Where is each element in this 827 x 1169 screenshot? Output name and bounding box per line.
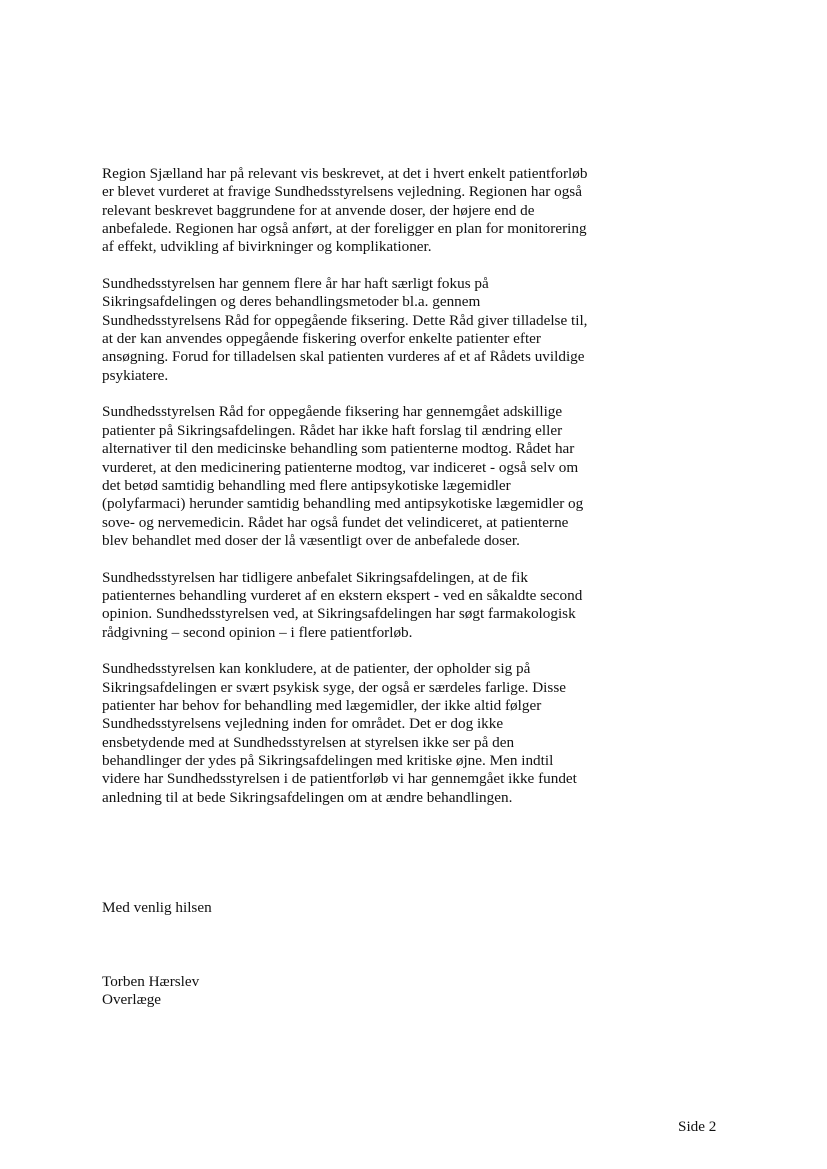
text-line: Sundhedsstyrelsen kan konkludere, at de patienter, der opholder sig på [102, 660, 531, 678]
page-number: Side 2 [678, 1118, 717, 1135]
text-line: er blevet vurderet at fravige Sundhedsstyrelsens vejledning. Regionen har også [102, 183, 582, 201]
text-line: Sikringsafdelingen er svært psykisk syge, der også er særdeles farlige. Disse [102, 678, 566, 696]
text-line: blev behandlet med doser der lå væsentligt over de anbefalede doser. [102, 531, 520, 549]
text-line: af effekt, udvikling af bivirkninger og komplikationer. [102, 238, 432, 256]
text-line: Region Sjælland har på relevant vis beskrevet, at det i hvert enkelt patientforløb [102, 165, 588, 182]
paragraph-2 [102, 275, 662, 385]
text-line: Sundhedsstyrelsen Råd for oppegående fiksering har gennemgået adskillige [102, 403, 563, 421]
text-line: opinion. Sundhedsstyrelsen ved, at Sikringsafdelingen har søgt farmakologisk [102, 605, 576, 623]
text-line: alternativer til den medicinske behandling som patienterne modtog. Rådet har [102, 440, 575, 458]
text-line: Sikringsafdelingen og deres behandlingsmetoder bl.a. gennem [102, 293, 481, 311]
paragraph-3 [102, 403, 662, 550]
text-line: psykiatere. [102, 366, 169, 384]
text-line: anbefalede. Regionen har også anført, at der foreligger en plan for monitorering [102, 220, 587, 238]
text-line: patienter på Sikringsafdelingen. Rådet har ikke haft forslag til ændring eller [102, 421, 563, 439]
text-line: vurderet, at den medicinering patienterne modtog, var indiceret - også selv om [102, 458, 579, 476]
text-line: videre har Sundhedsstyrelsen i de patientforløb vi har gennemgået ikke fundet [102, 770, 577, 788]
text-line: patienter har behov for behandling med lægemidler, der ikke altid følger [102, 696, 542, 714]
text-line: Sundhedsstyrelsen har gennem flere år har haft særligt fokus på [102, 275, 489, 293]
text-line: anledning til at bede Sikringsafdelingen om at ændre behandlingen. [102, 788, 513, 806]
text-line: sove- og nervemedicin. Rådet har også fundet det velindiceret, at patienterne [102, 513, 569, 531]
signature-block [102, 973, 199, 1010]
text-line: det betød samtidig behandling med flere antipsykotiske lægemidler [102, 476, 511, 494]
signer-name: Torben Hærslev [102, 973, 200, 990]
signer-title: Overlæge [102, 991, 162, 1009]
text-line: ansøgning. Forud for tilladelsen skal patienten vurderes af et af Rådets uvildige [102, 348, 585, 366]
text-line: patienternes behandling vurderet af en ekstern ekspert - ved en såkaldte second [102, 586, 583, 604]
letter-body [102, 165, 662, 825]
paragraph-1 [102, 165, 662, 257]
paragraph-5 [102, 660, 662, 807]
text-line: relevant beskrevet baggrundene for at anvende doser, der højere end de [102, 201, 535, 219]
text-line: Sundhedsstyrelsens vejledning inden for området. Det er dog ikke [102, 715, 504, 733]
text-line: ensbetydende med at Sundhedsstyrelsen at styrelsen ikke ser på den [102, 733, 515, 751]
text-line: Sundhedsstyrelsen har tidligere anbefalet Sikringsafdelingen, at de fik [102, 568, 528, 586]
paragraph-4 [102, 569, 662, 642]
closing-greeting: Med venlig hilsen [102, 899, 212, 916]
text-line: behandlinger der ydes på Sikringsafdelingen med kritiske øjne. Men indtil [102, 752, 554, 769]
text-line: at der kan anvendes oppegående fiskering overfor enkelte patienter efter [102, 330, 541, 348]
text-line: (polyfarmaci) herunder samtidig behandling med antipsykotiske lægemidler og [102, 495, 584, 513]
text-line: rådgivning – second opinion – i flere patientforløb. [102, 623, 413, 641]
text-line: Sundhedsstyrelsens Råd for oppegående fiksering. Dette Råd giver tilladelse til, [102, 311, 588, 329]
